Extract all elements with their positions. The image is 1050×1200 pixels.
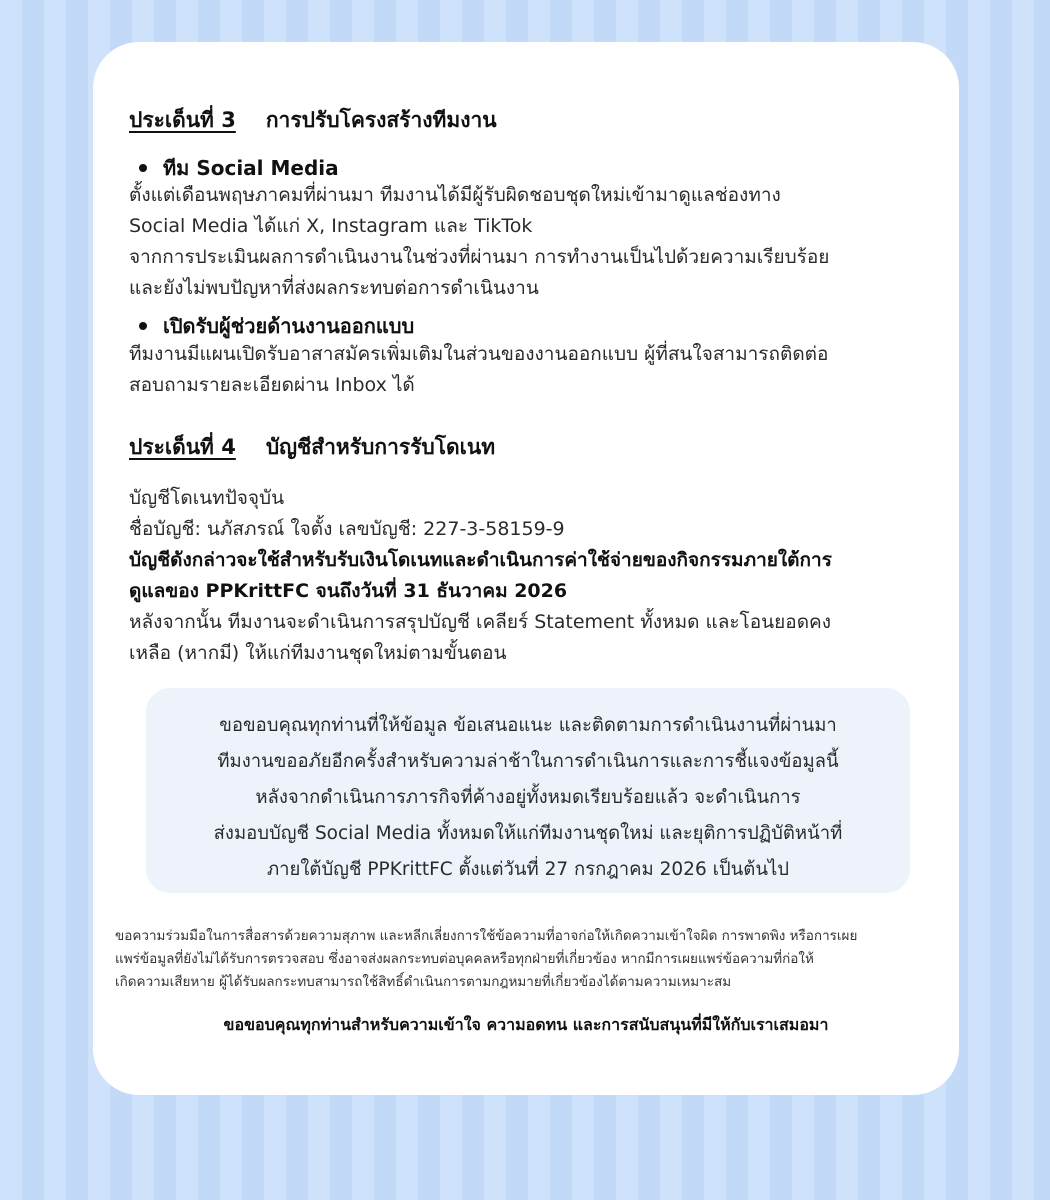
notice-box xyxy=(146,688,910,893)
notice-line: ส่งมอบบัญชี Social Media ทั้งหมดให้แก่ทีมงานชุดใหม่ และยุติการปฏิบัติหน้าที่ xyxy=(213,823,843,844)
disclaimer-line: เกิดความเสียหาย ผู้ได้รับผลกระทบสามารถใช้สิทธิ์ดำเนินการตามกฎหมายที่เกี่ยวข้องได้ตามความเหมาะสม xyxy=(115,974,732,990)
disclaimer xyxy=(115,925,945,994)
bullet-dot-icon xyxy=(139,322,147,330)
section-3-number: ประเด็นที่ 3 xyxy=(129,108,236,132)
section-4-number: ประเด็นที่ 4 xyxy=(129,435,236,459)
notice-line: ทีมงานขออภัยอีกครั้งสำหรับความล่าช้าในการดำเนินการและการชี้แจงข้อมูลนี้ xyxy=(217,751,839,772)
paragraph-line: Social Media ได้แก่ X, Instagram และ TikTok xyxy=(129,215,533,237)
account-info: ชื่อบัญชี: นภัสภรณ์ ใจตั้ง เลขบัญชี: 227-3-58159-9 xyxy=(129,518,565,540)
announcement-card xyxy=(93,42,959,1095)
design-assistant-paragraph xyxy=(129,339,929,401)
section-3-title: การปรับโครงสร้างทีมงาน xyxy=(265,108,497,132)
paragraph-line: ตั้งแต่เดือนพฤษภาคมที่ผ่านมา ทีมงานได้มีผู้รับผิดชอบชุดใหม่เข้ามาดูแลช่องทาง xyxy=(129,184,781,206)
paragraph-line: สอบถามรายละเอียดผ่าน Inbox ได้ xyxy=(129,374,415,396)
notice-line: ภายใต้บัญชี PPKrittFC ตั้งแต่วันที่ 27 กรกฎาคม 2026 เป็นต้นไป xyxy=(266,859,790,880)
paragraph-line: และยังไม่พบปัญหาที่ส่งผลกระทบต่อการดำเนินงาน xyxy=(129,277,539,299)
bullet-social-media-title: ทีม Social Media xyxy=(163,156,339,180)
social-media-paragraph xyxy=(129,180,929,304)
paragraph-line: ทีมงานมีแผนเปิดรับอาสาสมัครเพิ่มเติมในส่วนของงานออกแบบ ผู้ที่สนใจสามารถติดต่อ xyxy=(129,343,829,365)
disclaimer-line: ขอความร่วมมือในการสื่อสารด้วยความสุภาพ และหลีกเลี่ยงการใช้ข้อความที่อาจก่อให้เกิดความเข้าใจผิด การพาดพิง หรือการเผย xyxy=(115,928,858,944)
account-label: บัญชีโดเนทปัจจุบัน xyxy=(129,487,285,509)
account-usage-bold: ดูแลของ PPKrittFC จนถึงวันที่ 31 ธันวาคม 2026 xyxy=(129,580,568,602)
section-4-title: บัญชีสำหรับการรับโดเนท xyxy=(265,435,496,459)
donation-account-paragraph xyxy=(129,483,929,669)
thanks-message: ขอขอบคุณทุกท่านสำหรับความเข้าใจ ความอดทน และการสนับสนุนที่มีให้กับเราเสมอมา xyxy=(223,1015,829,1034)
section-4-heading xyxy=(129,431,495,464)
paragraph-line: จากการประเมินผลการดำเนินงานในช่วงที่ผ่านมา การทำงานเป็นไปด้วยความเรียบร้อย xyxy=(129,246,830,268)
section-3-heading xyxy=(129,104,497,137)
bullet-dot-icon xyxy=(139,164,147,172)
bullet-design-assistant xyxy=(139,310,414,342)
disclaimer-line: แพร่ข้อมูลที่ยังไม่ได้รับการตรวจสอบ ซึ่งอาจส่งผลกระทบต่อบุคคลหรือทุกฝ่ายที่เกี่ยวข้อง หากมีการเผยแพร่ข้อความที่ก่อให้ xyxy=(115,951,814,967)
bullet-design-assistant-title: เปิดรับผู้ช่วยด้านงานออกแบบ xyxy=(163,314,415,338)
paragraph-line: เหลือ (หากมี) ให้แก่ทีมงานชุดใหม่ตามขั้นตอน xyxy=(129,642,507,664)
account-usage-bold: บัญชีดังกล่าวจะใช้สำหรับรับเงินโดเนทและดำเนินการค่าใช้จ่ายของกิจกรรมภายใต้การ xyxy=(129,549,832,571)
notice-line: ขอขอบคุณทุกท่านที่ให้ข้อมูล ข้อเสนอแนะ และติดตามการดำเนินงานที่ผ่านมา xyxy=(219,715,837,736)
paragraph-line: หลังจากนั้น ทีมงานจะดำเนินการสรุปบัญชี เคลียร์ Statement ทั้งหมด และโอนยอดคง xyxy=(129,611,832,633)
notice-line: หลังจากดำเนินการภารกิจที่ค้างอยู่ทั้งหมดเรียบร้อยแล้ว จะดำเนินการ xyxy=(255,787,801,808)
